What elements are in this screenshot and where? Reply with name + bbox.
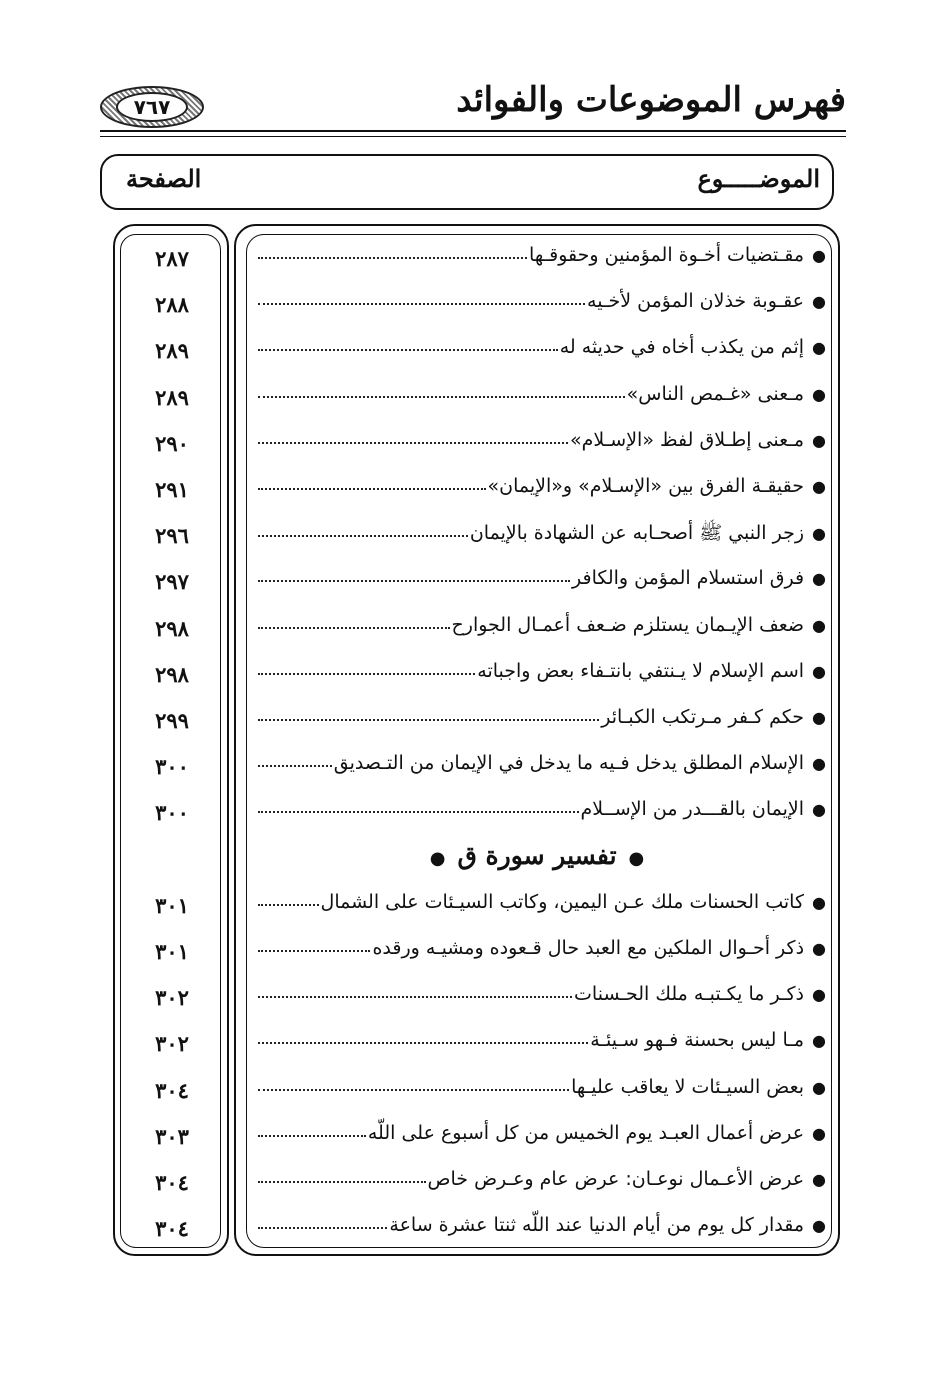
entry-text: مـعنى إطـلاق لفظ «الإسـلام» — [570, 428, 805, 451]
entry-topic — [258, 614, 826, 636]
entry-topic — [258, 429, 826, 451]
bullet-icon: ● — [812, 661, 826, 681]
index-entry — [120, 471, 826, 517]
dot-leader — [258, 1167, 426, 1183]
entry-topic — [258, 244, 826, 266]
bullet-icon: ● — [812, 615, 826, 635]
dot-leader — [258, 335, 558, 351]
bullet-icon: ● — [429, 847, 446, 869]
entry-page-number: ٢٩٠ — [155, 430, 189, 456]
entry-page-number: ٢٨٧ — [155, 246, 189, 271]
index-entry — [120, 517, 826, 563]
entry-topic — [258, 798, 826, 820]
entry-text: زجر النبي ﷺ أصحـابه عن الشهادة بالإيمان — [469, 522, 805, 545]
entry-topic — [258, 521, 826, 549]
entry-topic — [258, 290, 826, 312]
entry-page-number: ٣٠٤ — [155, 1170, 189, 1195]
entry-text: الإيمان بالقـــدر من الإســلام — [580, 798, 805, 821]
bullet-icon: ● — [812, 569, 826, 589]
entry-page-number: ٣٠١ — [155, 892, 189, 918]
index-entry — [120, 979, 826, 1025]
entry-text: عرض الأعـمال نوعـان: عرض عام وعـرض خاص — [427, 1168, 805, 1190]
index-entry — [120, 332, 826, 378]
entry-page-number: ٣٠٠ — [155, 800, 189, 826]
entry-topic — [258, 1122, 826, 1144]
entry-text: مـا ليس بحسنة فـهو سـيئـة — [590, 1029, 805, 1052]
entry-text: الإسلام المطلق يدخل فـيه ما يدخل في الإيمان من التـصديق — [333, 752, 805, 775]
entry-text: كاتب الحسنات ملك عـن اليمين، وكاتب السيـئات على الشمال — [320, 890, 805, 913]
entry-text: إثم من يكذب أخاه في حديثه له — [559, 336, 805, 359]
dot-leader — [258, 289, 585, 305]
dot-leader — [258, 566, 570, 582]
bullet-icon: ● — [812, 477, 826, 496]
entry-page-number: ٢٩١ — [155, 477, 189, 502]
entry-topic — [258, 1029, 826, 1051]
bullet-icon: ● — [812, 1077, 826, 1097]
index-entry — [120, 286, 826, 332]
bullet-icon: ● — [812, 985, 826, 1005]
header-rule — [100, 130, 846, 132]
entry-page-number: ٢٨٨ — [155, 292, 189, 318]
entry-page-number: ٣٠٤ — [155, 1216, 189, 1242]
index-entry — [120, 1118, 826, 1164]
bullet-icon: ● — [812, 430, 826, 450]
entry-text: ذكر أحـوال الملكين مع العبد حال قـعوده ومشيـه ورقده — [372, 937, 805, 959]
bullet-icon: ● — [812, 754, 826, 774]
page-number-badge — [100, 86, 204, 128]
entry-text: عرض أعمال العبـد يوم الخميس من كل أسبوع على اللّه — [367, 1121, 805, 1144]
entry-page-number: ٢٨٩ — [155, 384, 189, 410]
entry-topic — [258, 567, 826, 589]
dot-leader — [258, 751, 332, 767]
page-column-label: الصفحة — [126, 164, 202, 193]
entry-topic — [258, 706, 826, 728]
entry-page-number: ٣٠٢ — [155, 985, 189, 1011]
dot-leader — [258, 243, 527, 259]
index-entry — [120, 563, 826, 609]
dot-leader — [258, 1028, 588, 1044]
dot-leader — [258, 382, 625, 398]
dot-leader — [258, 982, 572, 998]
dot-leader — [258, 659, 475, 675]
entry-topic — [258, 383, 826, 405]
bullet-icon: ● — [812, 384, 826, 404]
entry-topic — [258, 1214, 826, 1236]
index-entry — [120, 656, 826, 702]
bullet-icon: ● — [628, 847, 645, 869]
entry-topic — [258, 1168, 826, 1190]
entry-topic — [258, 937, 826, 959]
entry-topic — [258, 891, 826, 913]
index-entry — [120, 240, 826, 286]
entry-text: ذكـر ما يكـتبـه ملك الحـسنات — [574, 983, 805, 1006]
entry-text: بعض السيـئات لا يعاقب عليـها — [571, 1075, 805, 1098]
index-entry — [120, 1072, 826, 1118]
running-title: فهرس الموضوعات والفوائد — [456, 80, 846, 120]
bullet-icon: ● — [812, 1123, 826, 1143]
dot-leader — [258, 1121, 366, 1137]
entry-page-number: ٣٠٤ — [155, 1077, 189, 1103]
entry-text: حكم كـفر مـرتكب الكبـائر — [601, 706, 805, 728]
header-rule-thin — [100, 136, 846, 137]
dot-leader — [258, 1213, 387, 1229]
dot-leader — [258, 521, 468, 537]
bullet-icon: ● — [812, 939, 826, 958]
entry-page-number: ٢٩٩ — [155, 708, 189, 733]
bullet-icon: ● — [812, 800, 826, 820]
entry-topic — [258, 660, 826, 682]
entry-topic — [258, 475, 826, 497]
column-header-box — [100, 154, 834, 210]
index-entry — [120, 933, 826, 979]
bullet-icon: ● — [812, 524, 826, 544]
entry-text: ضعف الإيـمان يستلزم ضـعف أعمـال الجوارح — [451, 613, 805, 636]
bullet-icon: ● — [812, 1031, 826, 1051]
dot-leader — [258, 797, 579, 813]
index-entry — [120, 610, 826, 656]
bullet-icon: ● — [812, 338, 826, 358]
entry-topic — [258, 336, 826, 358]
index-entry — [120, 1025, 826, 1071]
entry-text: مقـتضيات أخـوة المؤمنين وحقوقـها — [529, 244, 805, 266]
topic-column-label: الموضـــــوع — [697, 164, 820, 193]
dot-leader — [258, 474, 486, 490]
entry-page-number: ٢٩٨ — [155, 615, 189, 641]
index-entry — [120, 794, 826, 840]
dot-leader — [258, 890, 319, 906]
bullet-icon: ● — [812, 1170, 826, 1189]
index-entry — [120, 1210, 826, 1256]
section-heading — [234, 841, 840, 887]
index-entry — [120, 379, 826, 425]
dot-leader — [258, 705, 599, 721]
bullet-icon: ● — [812, 892, 826, 912]
entry-page-number: ٢٨٩ — [155, 338, 189, 364]
page-number: ٧٦٧ — [116, 92, 188, 122]
dot-leader — [258, 613, 450, 629]
dot-leader — [258, 936, 370, 952]
entry-page-number: ٣٠٣ — [155, 1123, 189, 1149]
index-entry — [120, 1164, 826, 1210]
index-entry — [120, 425, 826, 471]
entry-text: عقـوبة خذلان المؤمن لأخـيه — [587, 290, 805, 313]
entry-text: حقيقـة الفرق بين «الإسـلام» و«الإيمان» — [487, 475, 805, 497]
entry-topic — [258, 1076, 826, 1098]
bullet-icon: ● — [812, 292, 826, 312]
dot-leader — [258, 1075, 569, 1091]
entry-page-number: ٢٩٨ — [155, 661, 189, 687]
section-heading-text: تفسير سورة ق — [457, 840, 617, 870]
index-entry — [120, 887, 826, 933]
entry-text: مـعنى «غـمص الناس» — [626, 382, 805, 405]
dot-leader — [258, 428, 568, 444]
entry-text: فرق استسلام المؤمن والكافر — [572, 567, 805, 590]
entry-page-number: ٣٠٠ — [155, 754, 189, 780]
entry-text: مقدار كل يوم من أيام الدنيا عند اللّه ثنتا عشرة ساعة — [389, 1214, 805, 1237]
entry-topic — [258, 752, 826, 774]
entry-page-number: ٢٩٦ — [155, 523, 189, 549]
entry-text: اسم الإسلام لا يـنتفي بانتـفاء بعض واجباته — [477, 659, 805, 682]
index-entry — [120, 702, 826, 748]
bullet-icon: ● — [812, 246, 826, 265]
entry-page-number: ٢٩٧ — [155, 569, 189, 595]
index-entry — [120, 748, 826, 794]
entry-page-number: ٣٠١ — [155, 939, 189, 964]
bullet-icon: ● — [812, 708, 826, 727]
entry-page-number: ٣٠٢ — [155, 1031, 189, 1057]
entry-topic — [258, 983, 826, 1005]
bullet-icon: ● — [812, 1216, 826, 1236]
